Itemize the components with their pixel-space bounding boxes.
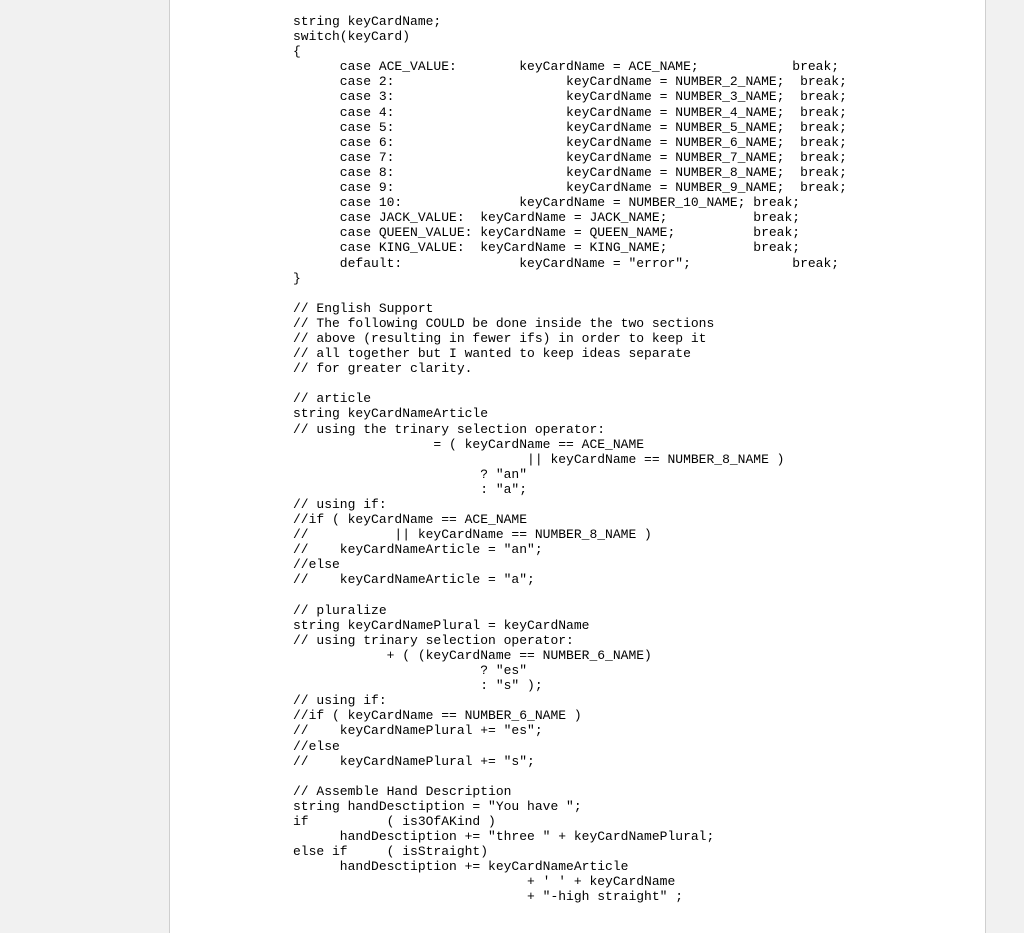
code-line: // The following COULD be done inside the two sections [293,315,715,331]
code-line: // keyCardNamePlural += "es"; [293,723,543,739]
code-line: string keyCardNameArticle [293,406,489,422]
code-line: //else [293,738,340,754]
code-line: // English Support [293,300,434,316]
code-line: string keyCardNamePlural = keyCardName [293,617,590,633]
code-line [293,588,847,603]
code-line: default: keyCardName = "error"; break; [293,255,840,271]
code-line: // Assemble Hand Description [293,783,512,799]
code-line: + ' ' + keyCardName [293,874,676,890]
code-line: handDesctiption += keyCardNameArticle [293,859,629,875]
code-line: case ACE_VALUE: keyCardName = ACE_NAME; break; [293,59,840,75]
code-line: case 4: keyCardName = NUMBER_4_NAME; break; [293,104,847,120]
code-line: : "s" ); [293,678,543,694]
code-line: // above (resulting in fewer ifs) in order to keep it [293,330,707,346]
code-line: // || keyCardName == NUMBER_8_NAME ) [293,527,652,543]
code-line: //else [293,557,340,573]
code-line: case 8: keyCardName = NUMBER_8_NAME; break; [293,164,847,180]
code-line: // using if: [293,497,387,512]
code-line: string handDesctiption = "You have "; [293,798,582,814]
code-line [293,376,847,391]
code-line: case QUEEN_VALUE: keyCardName = QUEEN_NAME; break; [293,225,801,241]
code-line: // using if: [293,693,387,709]
code-line: // using the trinary selection operator: [293,421,606,437]
code-line: case 6: keyCardName = NUMBER_6_NAME; break; [293,134,847,150]
code-line: ? "es" [293,663,528,679]
code-line: case 10: keyCardName = NUMBER_10_NAME; break; [293,195,801,211]
document-page [169,0,986,933]
code-line: case 5: keyCardName = NUMBER_5_NAME; break; [293,119,847,135]
code-line: // article [293,391,372,407]
code-line: // for greater clarity. [293,361,473,377]
code-line: ? "an" [293,466,528,482]
code-line: // keyCardNameArticle = "a"; [293,572,535,588]
code-line: case JACK_VALUE: keyCardName = JACK_NAME; break; [293,210,801,226]
code-line: case 9: keyCardName = NUMBER_9_NAME; break; [293,180,847,196]
code-line: // all together but I wanted to keep ideas separate [293,346,691,362]
code-line: || keyCardName == NUMBER_8_NAME ) [293,451,785,467]
code-line: = ( keyCardName == ACE_NAME [293,436,645,452]
code-listing [293,14,847,905]
code-line: case KING_VALUE: keyCardName = KING_NAME; break; [293,240,801,256]
code-line: case 7: keyCardName = NUMBER_7_NAME; break; [293,149,847,165]
code-line: { [293,44,301,60]
code-line [293,286,847,301]
code-line: string keyCardName; [293,14,442,29]
code-line: else if ( isStraight) [293,844,489,860]
code-line: handDesctiption += "three " + keyCardNamePlural; [293,829,715,845]
code-line: case 2: keyCardName = NUMBER_2_NAME; break; [293,74,847,90]
code-line: // keyCardNameArticle = "an"; [293,542,543,558]
code-line: switch(keyCard) [293,29,411,45]
code-line: //if ( keyCardName == ACE_NAME [293,512,528,528]
code-line: // keyCardNamePlural += "s"; [293,753,535,769]
code-line: if ( is3OfAKind ) [293,813,496,829]
code-line: // using trinary selection operator: [293,632,574,648]
code-line: : "a"; [293,481,528,497]
code-line: } [293,270,301,286]
code-line: // pluralize [293,602,387,618]
code-line: case 3: keyCardName = NUMBER_3_NAME; break; [293,89,847,105]
code-line: + ( (keyCardName == NUMBER_6_NAME) [293,647,652,663]
code-line [293,769,847,784]
code-line: + "-high straight" ; [293,889,684,905]
code-line: //if ( keyCardName == NUMBER_6_NAME ) [293,708,582,724]
